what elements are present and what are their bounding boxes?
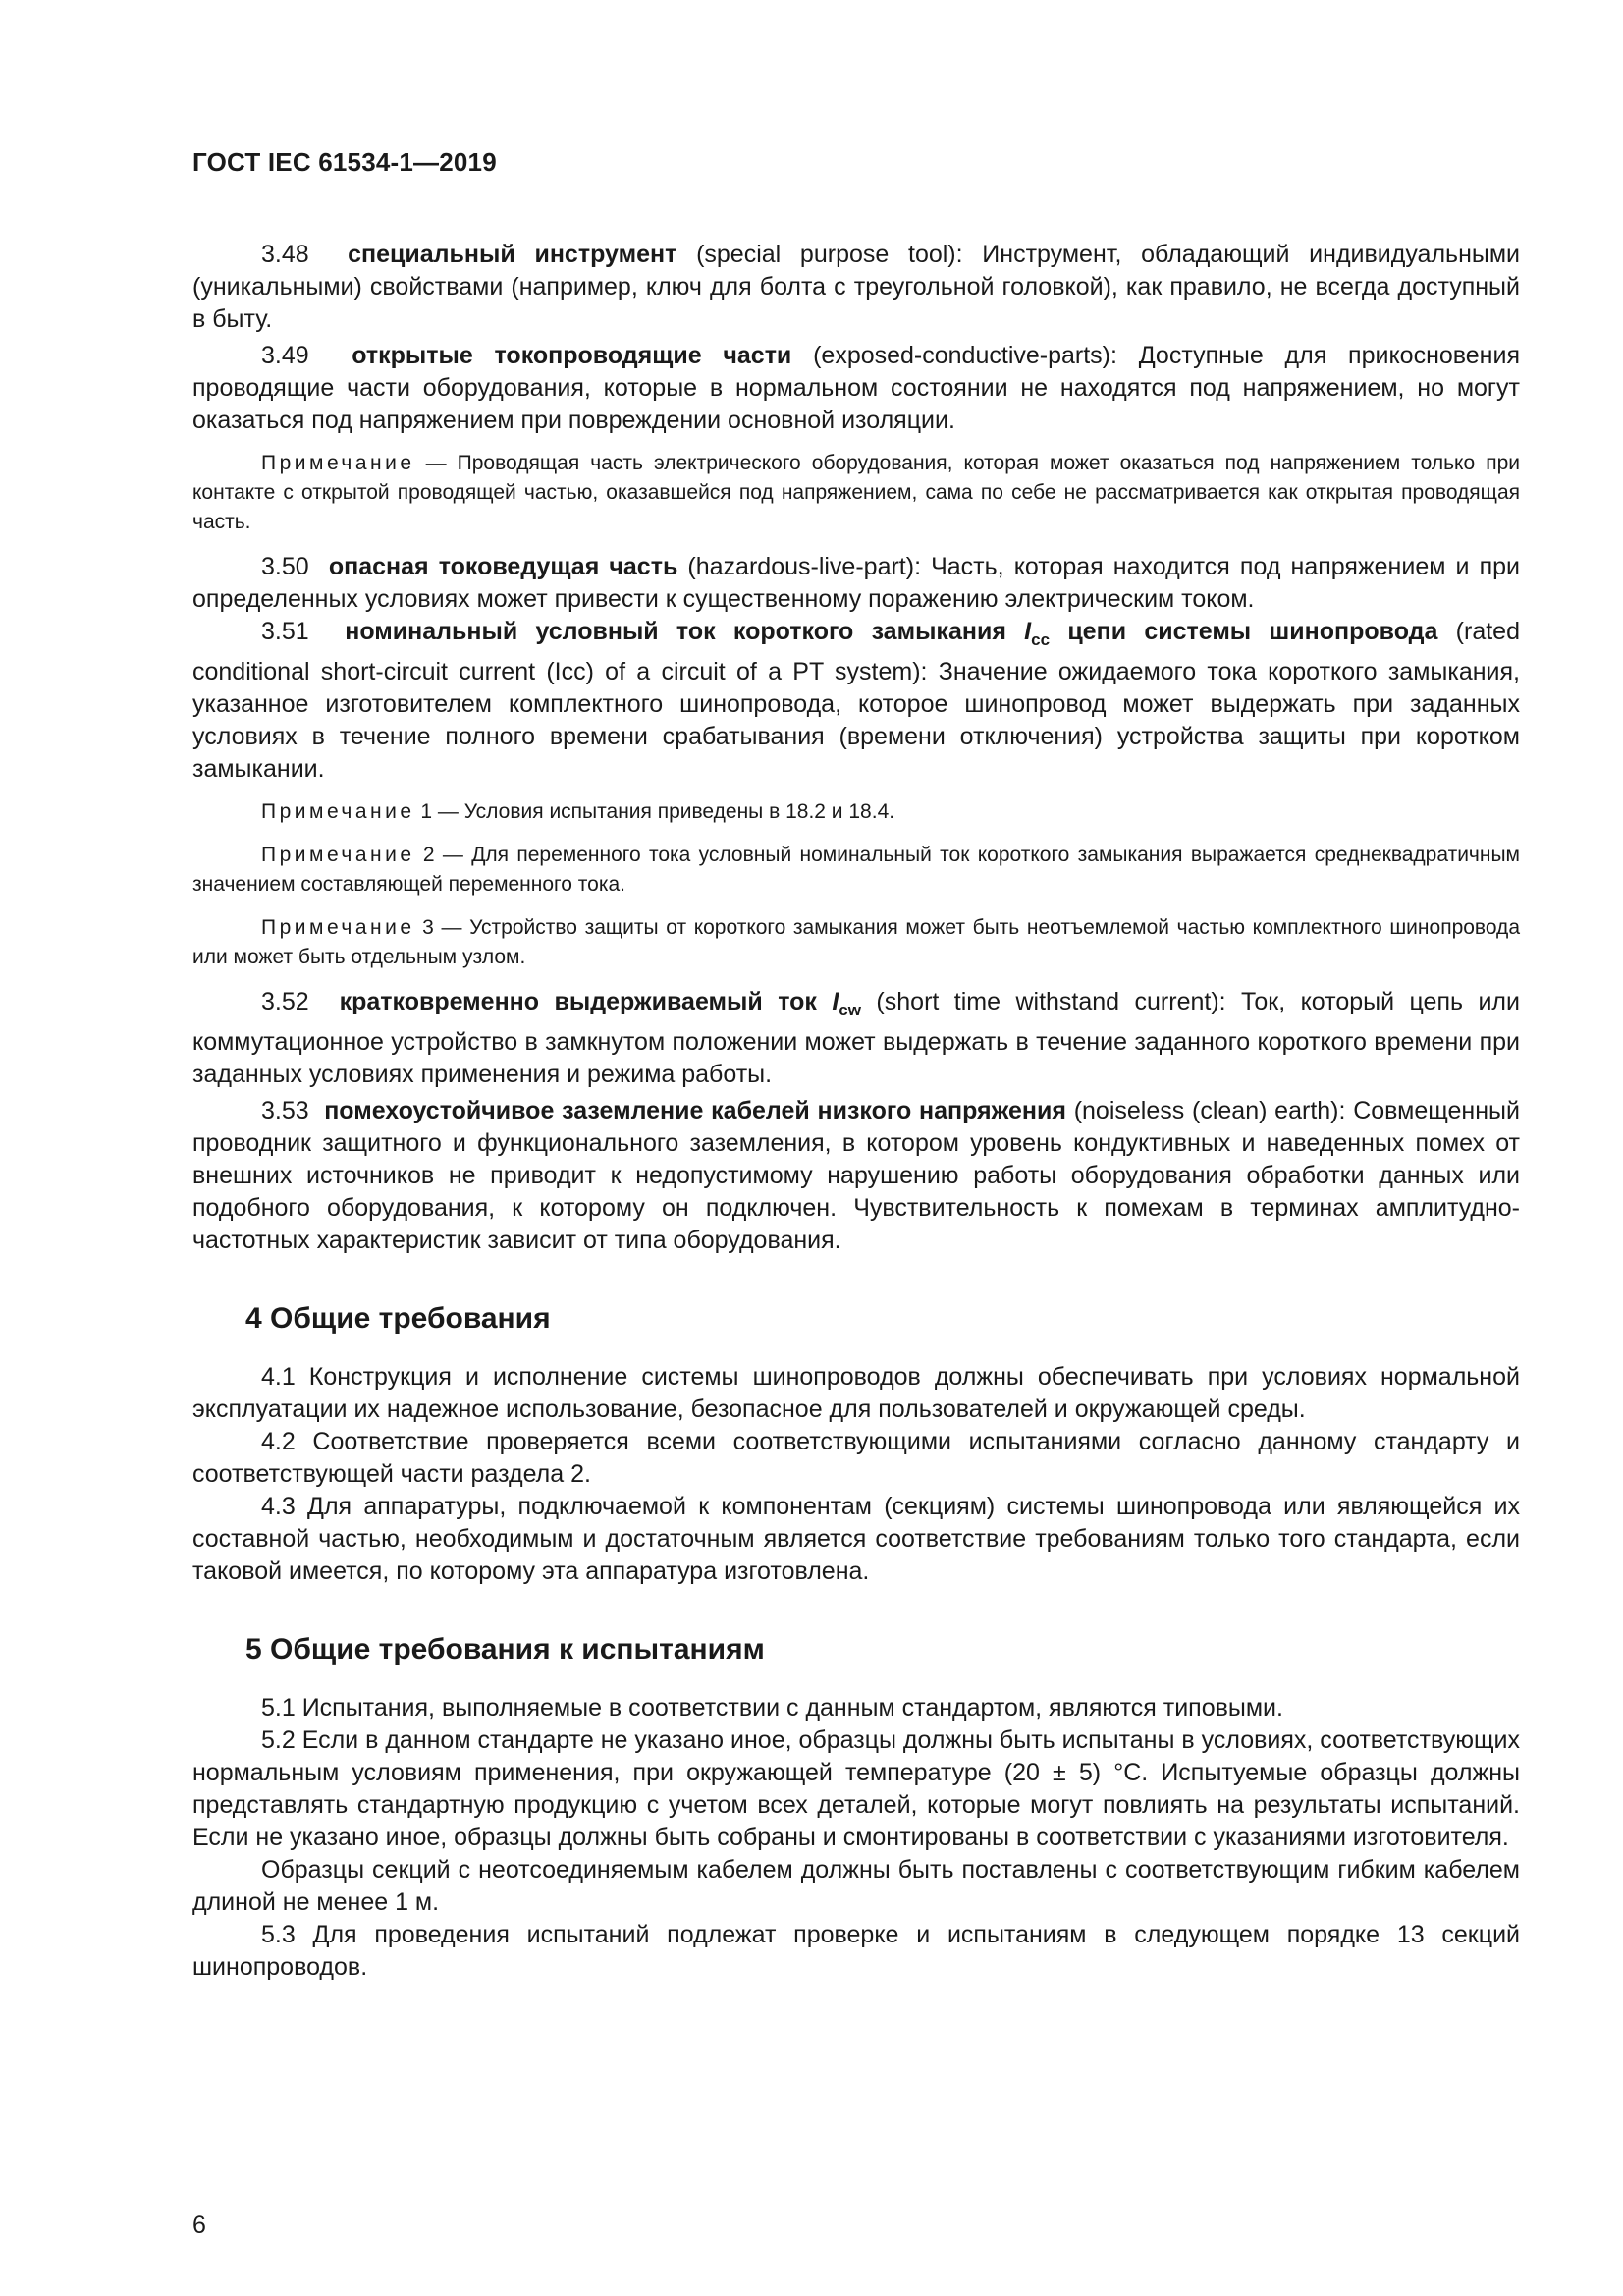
term: кратковременно выдерживаемый ток [339, 988, 833, 1015]
clause-number: 3.51 [261, 618, 309, 645]
note-label: Примечание [261, 916, 415, 939]
note-label: Примечание [261, 452, 415, 474]
section-5-para-3: Образцы секций с неотсоединяемым кабелем должны быть поставлены с соответствующим гибким кабелем длиной не менее 1 м. [192, 1856, 1520, 1916]
clause-number: 3.53 [261, 1097, 309, 1124]
term-subscript: cw [839, 1001, 861, 1019]
term-subscript: cc [1031, 630, 1051, 649]
term: опасная токоведущая часть [328, 553, 678, 580]
note-text: 2 — Для переменного тока условный номинальный ток короткого замыкания выражается среднеквадратичным значением составляющей переменного тока. [192, 844, 1520, 896]
definition-3-49 [192, 340, 1520, 437]
definition-text: (special purpose tool): Инструмент, обладающий индивидуальными (уникальными) свойствами (например, ключ для болта с треугольной головкой), как правило, не всегда доступный в быту. [192, 241, 1520, 333]
note-text: 3 — Устройство защиты от короткого замыкания может быть неотъемлемой частью комплектного шинопровода или может быть отдельным узлом. [192, 916, 1520, 968]
definition-text: (hazardous-live-part): Часть, которая находится под напряжением и при определенных условиях может привести к существенному поражению электрическим током. [192, 553, 1520, 613]
section-4-para-1: 4.1 Конструкция и исполнение системы шинопроводов должны обеспечивать при условиях нормальной эксплуатации их надежное использование, безопасное для пользователей и окружающей среды. [192, 1363, 1520, 1423]
definition-3-53 [192, 1095, 1520, 1257]
section-5-para-4: 5.3 Для проведения испытаний подлежат проверке и испытаниям в следующем порядке 13 секций шинопроводов. [192, 1921, 1520, 1981]
clause-number: 3.50 [261, 553, 309, 580]
term-symbol: I [1024, 618, 1032, 645]
definition-3-50 [192, 551, 1520, 616]
section-4-heading: 4 Общие требования [245, 1302, 551, 1335]
definition-3-48 [192, 239, 1520, 336]
note-3-49 [192, 449, 1520, 537]
clause-number: 3.49 [261, 342, 309, 369]
definition-text: (short time withstand current): Ток, который цепь или коммутационное устройство в замкнутом положении может выдержать в течение заданного короткого времени при заданных условиях применения и режима работы. [192, 988, 1520, 1088]
page-content [192, 147, 1520, 1984]
note-3-51-3 [192, 913, 1520, 972]
term: открытые токопроводящие части [352, 342, 792, 369]
clause-number: 3.48 [261, 241, 309, 268]
note-text: — Проводящая часть электрического оборудования, которая может оказаться под напряжением только при контакте с открытой проводящей частью, оказавшейся под напряжением, сама по себе не рассматривается как открытая проводящая часть. [192, 452, 1520, 533]
note-3-51-2 [192, 841, 1520, 900]
section-5-para-1: 5.1 Испытания, выполняемые в соответствии с данным стандартом, являются типовыми. [261, 1694, 1283, 1722]
clause-number: 3.52 [261, 988, 309, 1015]
note-label: Примечание [261, 800, 415, 823]
document-header: ГОСТ IEC 61534-1—2019 [192, 147, 497, 177]
section-5-heading: 5 Общие требования к испытаниям [245, 1633, 765, 1666]
section-4-para-2: 4.2 Соответствие проверяется всеми соответствующими испытаниями согласно данному стандарту и соответствующей части раздела 2. [192, 1428, 1520, 1488]
term-part-a: номинальный условный ток короткого замыкания [345, 618, 1025, 645]
term-symbol: I [832, 988, 839, 1015]
definition-3-51 [192, 616, 1520, 786]
term: помехоустойчивое заземление кабелей низкого напряжения [324, 1097, 1066, 1124]
definition-text: (exposed-conductive-parts): Доступные для прикосновения проводящие части оборудования, которые в нормальном состоянии не находятся под напряжением, но могут оказаться под напряжением при повреждении основной изоляции. [192, 342, 1520, 434]
definition-text: (noiseless (clean) earth): Совмещенный проводник защитного и функционального заземления, в котором уровень кондуктивных и наведенных помех от внешних источников не приводит к недопустимому нарушению работы оборудования обработки данных или подобного оборудования, к которому он подключен. Чувствительность к помехам в терминах амплитудно-частотных характеристик зависит от типа оборудования. [192, 1097, 1520, 1254]
term-part-b: цепи системы шинопровода [1050, 618, 1438, 645]
section-4-para-3: 4.3 Для аппаратуры, подключаемой к компонентам (секциям) системы шинопровода или являющейся их составной частью, необходимым и достаточным является соответствие требованиям только того стандарта, если таковой имеется, по которому эта аппаратура изготовлена. [192, 1493, 1520, 1585]
note-3-51-1 [192, 797, 1520, 827]
section-5-para-2: 5.2 Если в данном стандарте не указано иное, образцы должны быть испытаны в условиях, соответствующих нормальным условиям применения, при окружающей температуре (20 ± 5) °С. Испытуемые образцы должны представлять стандартную продукцию с учетом всех деталей, которые могут повлиять на результаты испытаний. Если не указано иное, образцы должны быть собраны и смонтированы в соответствии с указаниями изготовителя. [192, 1726, 1520, 1851]
definition-3-52 [192, 986, 1520, 1091]
note-label: Примечание [261, 844, 415, 866]
page-number: 6 [192, 2212, 206, 2239]
term: специальный инструмент [348, 241, 677, 268]
definition-text: (rated conditional short-circuit current (Icc) of a circuit of a PT system): Значение ожидаемого тока короткого замыкания, указанное изготовителем комплектного шинопровода, которое шинопровод может выдержать при заданных условиях в течение полного времени срабатывания (времени отключения) устройства защиты при коротком замыкании. [192, 618, 1520, 783]
note-text: 1 — Условия испытания приведены в 18.2 и 18.4. [414, 800, 895, 823]
